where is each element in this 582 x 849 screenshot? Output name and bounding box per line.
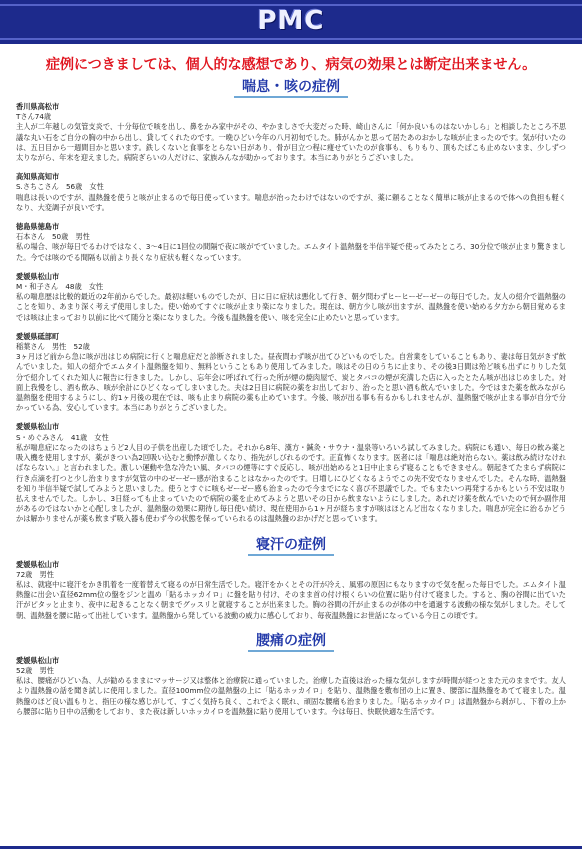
case-body: 私の喘息歴は比較的最近の2年前からでした。最初は軽いものでしたが、日に日に症状は悪化して行き、朝夕問わずヒーヒーゼーゼーの毎日でした。友人の紹介で温熱盤のことを知り、あまり深く考えず使用しました。使い始めてすぐに咳が止まり楽になりました。現在は、朝方少し咳が出ますが、温熱盤を使い始める夕方から朝目覚めるまでは咳は止まっており以前に比べて随分と楽になりました。今後も温熱盤を使い、咳を完全に止めたいと思っています。 [16,292,566,322]
case-person: S.さちこさん 56歳 女性 [16,182,104,192]
case-prefecture: 高知県高知市 [16,172,60,182]
section-content [0,560,582,621]
disclaimer-text: 症例につきましては、個人的な感想であり、病気の効果とは断定出来ません。 [45,57,537,73]
case-entry [16,102,566,163]
case-prefecture: 徳島県徳島市 [16,222,60,232]
case-person: Tさん74歳 [16,112,52,122]
case-prefecture: 愛媛県松山市 [16,559,60,569]
header-banner [0,0,582,44]
case-body: 私が喘息症になったのはちょうど2人目の子供を出産した頃でした。それから8年、漢方・鍼灸・サウナ・温泉等いろいろ試してみました。病院にも通い、毎日の飲み薬と吸入機を使用しますが、薬がきつい為2回吸い込むと動悸が激しくなり、指先がしびれるのです。正直怖くなります。医者には「喘息は絶対治らない。薬は飲み続けなければならない。」と言われました。激しい運動や急な冷たい風、タバコの煙等にすぐ反応し、咳が出始めると1日中止まらず寝ることもできません。朝起きてたまらず病院に行き点滴を打つと少し治まりますが気管の中のゼーゼー感が治まることはなかったのです。日増しにひどくなるようでこの先不安でなりませんでした。そんな時、温熱盤を知り半信半疑で試してみようと思いました。使うとすぐに咳もゼーゼー感も治まったので今までになく喜び不思議でした。でもまたいつ再発するかもという不安は取り払えませんでした。しかし、3日経っても止まっていたので病院の薬を止めてみようと思いその日から飲まないようにしました。あれだけ薬を飲んでいたので何か副作用があるのではないかと心配しましたが、温熱盤の効果に期待し毎日使い続け、現在使用から1ヶ月が経ちますが咳はほとんど出なくなりました。喘息が完全に治るかどうかは解かりませんが薬も飲まず吸入器も使わず今の状態を保っていられるのは温熱盤のおかげだと思っています。 [16,442,566,524]
case-entry [16,272,566,323]
case-entry [16,172,566,213]
case-entry [16,560,566,621]
section-title [0,76,582,98]
case-prefecture: 愛媛県松山市 [16,271,60,281]
section-content [0,102,582,525]
case-sections [0,76,582,717]
header-line-bottom [0,38,582,40]
case-body: 私は、就寝中に寝汗をかき肌着を一度着替えて寝るのが日常生活でした。寝汗をかくとその汗が冷え、風邪の原因にもなりますので気を配った毎日でした。エムタイト温熱盤に出会い直径62mm位の盤をジンと温め「貼るホッカイロ」に盤を貼り付け、そのまま首の付け根くらいの位置に貼り付けて寝ました。すると、胸の谷間に出ていた汗がピタッと止まり、夜中に起きることなく朝までグッスリと就寝することが出来ました。胸の谷間の汗が止まるのが体の中を通過する波動の様な気がしました。そして朝、温熱盤を腰に貼って出社しています。温熱盤から発している波動の威力に感心しており、毎夜温熱盤にお世話になっている今日この頃です。 [16,579,566,620]
case-person: 52歳 男性 [16,665,54,675]
case-body: 喘息は長いのですが、温熱盤を使うと咳が止まるので毎日使っています。喘息が治ったわけではないのですが、薬に頼ることなく簡単に咳が止まるので体への負担も軽くなり、大変調子が良いです。 [16,192,566,212]
section-title [0,534,582,556]
case-entry [16,422,566,524]
section-title-text: 寝汗の症例 [248,534,334,556]
case-body: 3ヶ月ほど前から急に咳が出はじめ病院に行くと喘息症だと診断されました。昼夜問わず咳が出てひどいものでした。自営業をしていることもあり、妻は毎日気がきず飲んでいました。知人の紹介でエムタイト温熱盤を知り、無料ということもあり使用してみました。咳はその日のうちに止まり、その後3日間は殆ど咳も出ずにりりした気分で紹介してくれた知人に報告に行きました。しかし、忘年会に呼ばれて行った所が煙の焼肉屋で、炭とタバコの煙が充満した店に入ったとたん咳が出はじめました。対面上我慢をし、酒も飲み、咳が余計にひどくなってしまいました。夫は2日目に病院の薬をお出しており、治ったと思い酒も飲んでいました。今ではまた薬を飲みながら温熱盤を使用するようにし、約1ヶ月後の現在では、咳も止まり病院の薬も止めています。今後、咳が出る事も有るかもしれませんが、温熱盤で咳が止まる事が自分で分かっている為、安心しています。本当にありがとうございました。 [16,352,566,413]
case-prefecture: 香川県高松市 [16,102,60,111]
case-person: 稲葉さん 男性 52歳 [16,342,90,352]
case-person: S・めぐみさん 41歳 女性 [16,432,109,442]
section-title-text: 喘息・咳の症例 [234,76,348,98]
case-body: 主人が二年越しの気管支炎で、十分毎位で咳を出し、鼻をかみ家中がその、やかましさで大変だった時、崎山さんに「何か良いものはないかしら」と相談したところ不思議な丸い石をご自分の胸の中から出し、貸してくれたのです。一晩ひどい今年の八月初旬でした。肺がんかと思って居たあのおかしな咳が止まったのです。気が付いたのは、五日目から一週間目かと思います。鉄しくないと食事をとらない日があり、骨が目立つ程に痩せていたのが食事も、もりもり、頂もたぱこも止めないまま、少しずつ太りながら、年末を迎えました。病院ぎらいの人だけに、家族みんなが助かっております。本当にありがとうございました。 [16,122,566,163]
case-prefecture: 愛媛県松山市 [16,422,60,432]
case-entry [16,222,566,263]
case-person: M・和子さん 48歳 女性 [16,282,104,292]
case-prefecture: 愛媛県砥部町 [16,331,60,341]
case-person: 石本さん 50歳 男性 [16,232,90,242]
pmc-logo: PMC [257,6,325,36]
section-content [0,656,582,717]
case-body: 私の場合、咳が毎日でるわけではなく、3〜4日に1回位の間隔で夜に咳がでていました。エムタイト温熱盤を半信半疑で使ってみたところ、30分位で咳が止まり驚きました。今では咳のでる間隔も以前より長くなり症状も軽くなっています。 [16,242,566,262]
case-body: 私は、腰痛がひどい為、人が勧めるままにマッサージ又は整体と治療院に通っていました。治療した直後は治った様な気がしますが時間が経つとまた元のままです。友人より温熱盤の話を聞き試しに使用しました。直径100mm位の温熱盤の上に「貼るホッカイロ」を貼り、温熱盤を敷布団の上に置き、腰部に温熱盤をあてて寝ました。温熱盤のほど良い温もりと、指圧の様な感じがして、すごく気持ち良く、これでよく眠れ、頑固な腰痛も治まりました。「貼るホッカイロ」は温熱盤から剥がし、下着の上から腰部に貼り日中の活動をしており、また夜は新しいホッカイロを温熱盤に貼り使用しています。今は毎日、快眠快適な生活です。 [16,676,566,716]
section-title [0,630,582,652]
section-title-text: 腰痛の症例 [248,630,334,652]
case-prefecture: 愛媛県松山市 [16,655,60,665]
case-entry [16,332,566,414]
case-entry [16,656,566,717]
case-person: 72歳 男性 [16,569,54,579]
